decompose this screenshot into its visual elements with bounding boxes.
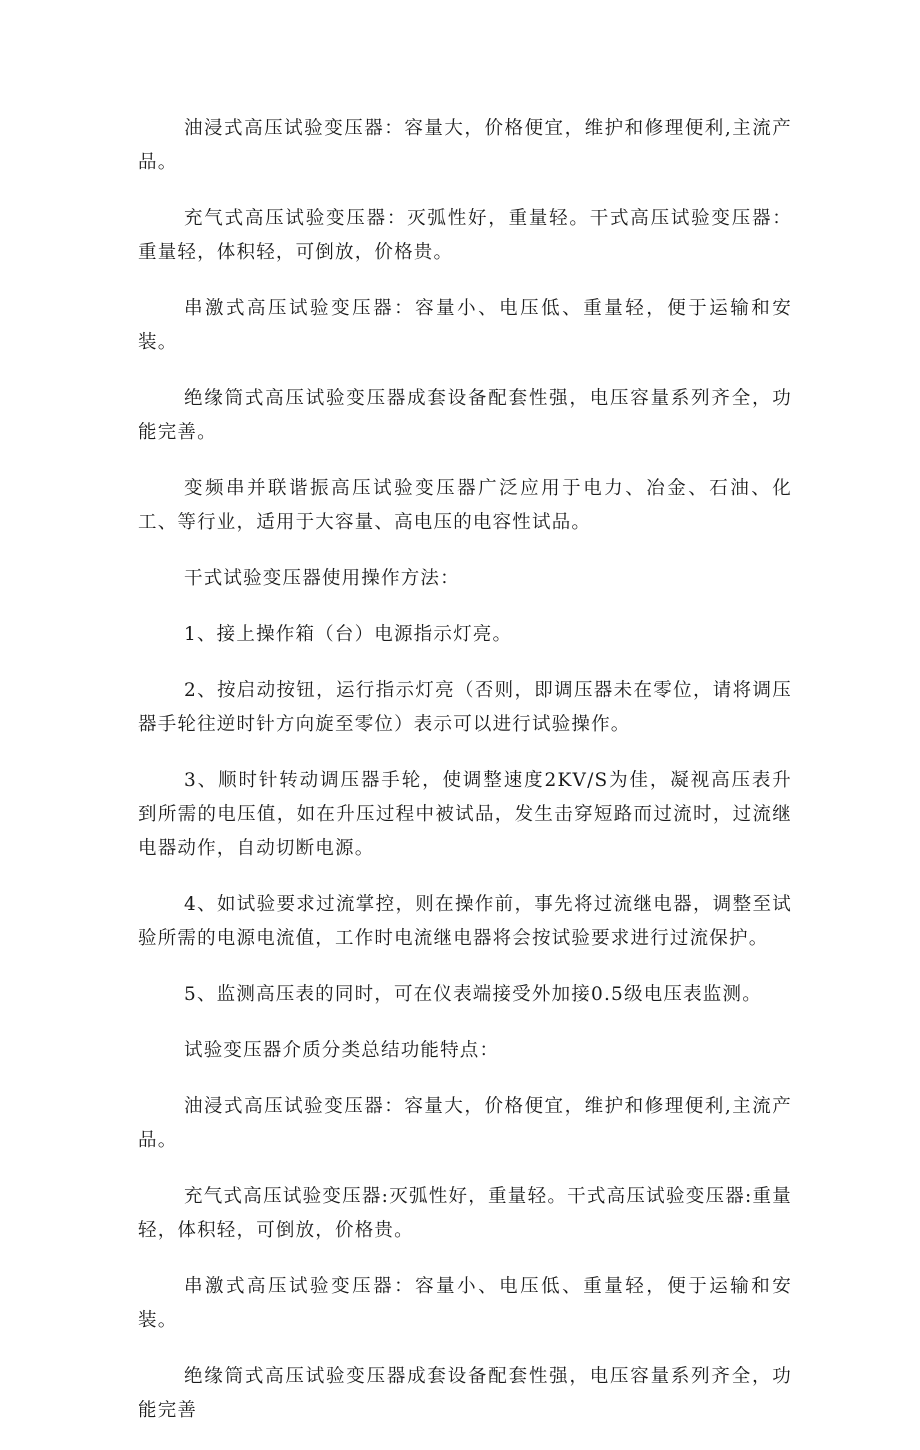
paragraph-operation-method-heading: 干式试验变压器使用操作方法： bbox=[184, 568, 460, 589]
paragraph-oil-immersed: 油浸式高压试验变压器：容量大，价格便宜，维护和修理便利,主流产品。 bbox=[138, 118, 792, 173]
paragraph-insulated-cylinder: 绝缘筒式高压试验变压器成套设备配套性强，电压容量系列齐全，功能完善。 bbox=[138, 388, 792, 443]
paragraph-summary-heading: 试验变压器介质分类总结功能特点： bbox=[184, 1040, 500, 1061]
paragraph-step-3: 3、顺时针转动调压器手轮，使调整速度2KV/S为佳，凝视高压表升到所需的电压值，如在升压过程中被试品，发生击穿短路而过流时，过流继电器动作，自动切断电源。 bbox=[138, 770, 792, 859]
paragraph-oil-immersed-repeat: 油浸式高压试验变压器：容量大，价格便宜，维护和修理便利,主流产品。 bbox=[138, 1096, 792, 1151]
paragraph-step-5: 5、监测高压表的同时，可在仪表端接受外加接0.5级电压表监测。 bbox=[184, 984, 762, 1005]
paragraph-gas-filled-dry-type: 充气式高压试验变压器：灭弧性好，重量轻。干式高压试验变压器：重量轻，体积轻，可倒放，价格贵。 bbox=[138, 208, 792, 263]
paragraph-series-excited-repeat: 串激式高压试验变压器：容量小、电压低、重量轻，便于运输和安装。 bbox=[138, 1276, 792, 1331]
paragraph-insulated-cylinder-repeat: 绝缘筒式高压试验变压器成套设备配套性强，电压容量系列齐全，功能完善 bbox=[138, 1366, 792, 1421]
paragraph-gas-filled-dry-type-repeat: 充气式高压试验变压器:灭弧性好，重量轻。干式高压试验变压器:重量轻，体积轻，可倒放，价格贵。 bbox=[138, 1186, 792, 1241]
paragraph-step-2: 2、按启动按钮，运行指示灯亮（否则，即调压器未在零位，请将调压器手轮往逆时针方向旋至零位）表示可以进行试验操作。 bbox=[138, 680, 792, 735]
paragraph-variable-frequency-resonance: 变频串并联谐振高压试验变压器广泛应用于电力、冶金、石油、化工、等行业，适用于大容量、高电压的电容性试品。 bbox=[138, 478, 792, 533]
paragraph-series-excited: 串激式高压试验变压器：容量小、电压低、重量轻，便于运输和安装。 bbox=[138, 298, 792, 353]
paragraph-step-4: 4、如试验要求过流掌控，则在操作前，事先将过流继电器，调整至试验所需的电源电流值，工作时电流继电器将会按试验要求进行过流保护。 bbox=[138, 894, 792, 949]
paragraph-step-1: 1、接上操作箱（台）电源指示灯亮。 bbox=[184, 624, 513, 645]
document-body bbox=[138, 112, 792, 1450]
